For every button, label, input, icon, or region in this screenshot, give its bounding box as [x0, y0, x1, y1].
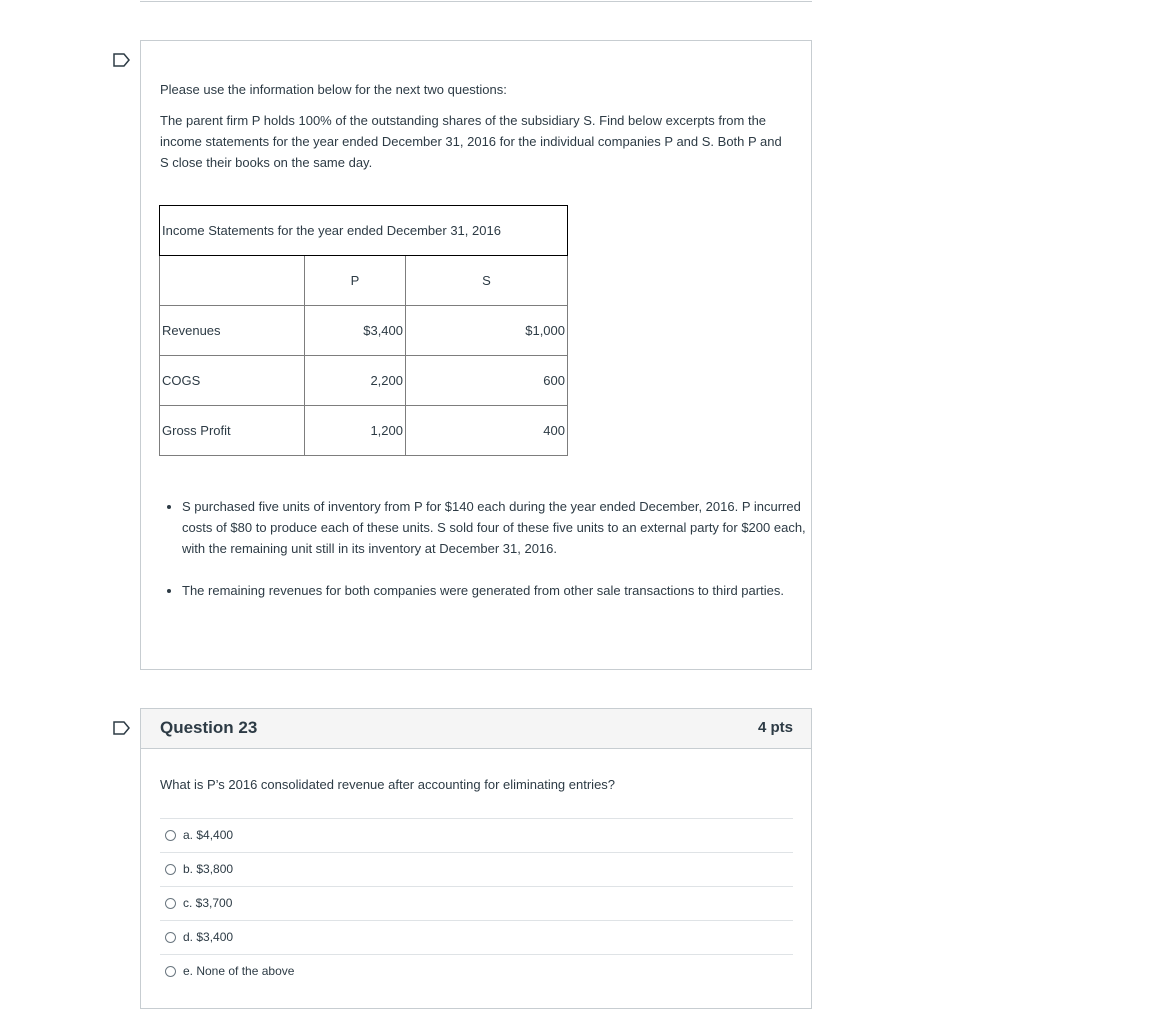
question-panel — [140, 708, 812, 1009]
row-value-p: 1,200 — [305, 406, 406, 456]
question-text: What is P’s 2016 consolidated revenue after accounting for eliminating entries? — [160, 777, 616, 792]
row-label: Revenues — [160, 306, 305, 356]
answer-option-b[interactable] — [160, 852, 793, 886]
bullet-item: • S purchased five units of inventory from P for $140 each during the year ended December, 2016. P incurred costs of $80 to produce each of these units. S sold four of these five units to an external party for $200 each, with the remaining unit still in its inventory at December 31, 2016. — [182, 496, 822, 559]
answer-option-e[interactable] — [160, 954, 793, 988]
answer-label[interactable]: c. $3,700 — [183, 896, 233, 910]
table-caption: Income Statements for the year ended December 31, 2016 — [160, 206, 568, 256]
row-value-s: $1,000 — [406, 306, 568, 356]
radio-icon[interactable] — [165, 966, 176, 977]
answer-option-c[interactable] — [160, 886, 793, 920]
radio-icon[interactable] — [165, 898, 176, 909]
question-title: Question 23 — [160, 718, 258, 737]
text-only-question-panel — [140, 40, 812, 670]
answer-label[interactable]: d. $3,400 — [183, 930, 234, 944]
answer-label[interactable]: e. None of the above — [183, 964, 295, 978]
table-row — [160, 306, 568, 356]
flag-question-icon[interactable] — [113, 53, 131, 67]
bullet-list — [160, 496, 822, 622]
flag-question-icon[interactable] — [113, 721, 131, 735]
row-value-p: $3,400 — [305, 306, 406, 356]
table-header-s: S — [406, 256, 568, 306]
table-row — [160, 356, 568, 406]
row-value-s: 400 — [406, 406, 568, 456]
row-label: Gross Profit — [160, 406, 305, 456]
radio-icon[interactable] — [165, 830, 176, 841]
row-label: COGS — [160, 356, 305, 406]
instructions-paragraph: The parent firm P holds 100% of the outstanding shares of the subsidiary S. Find below excerpts from the income statements for the year ended December 31, 2016 for the individual companies P and S. Both P and S close their books on the same day. — [160, 113, 782, 170]
table-header-p: P — [305, 256, 406, 306]
table-row — [160, 406, 568, 456]
table-header-row — [160, 256, 568, 306]
instructions-intro: Please use the information below for the next two questions: — [160, 82, 507, 97]
row-value-s: 600 — [406, 356, 568, 406]
previous-panel-bottom-border — [140, 0, 812, 2]
question-points: 4 pts — [757, 719, 793, 736]
answer-option-d[interactable] — [160, 920, 793, 954]
radio-icon[interactable] — [165, 864, 176, 875]
bullet-item: • The remaining revenues for both companies were generated from other sale transactions to third parties. — [182, 580, 822, 601]
table-header-blank — [160, 256, 305, 306]
radio-icon[interactable] — [165, 932, 176, 943]
answer-list — [160, 818, 793, 988]
answer-label[interactable]: a. $4,400 — [183, 828, 234, 842]
row-value-p: 2,200 — [305, 356, 406, 406]
question-header — [141, 709, 811, 749]
answer-label[interactable]: b. $3,800 — [183, 862, 234, 876]
answer-option-a[interactable] — [160, 818, 793, 852]
income-statement-table — [159, 205, 568, 456]
table-caption-row — [160, 206, 568, 256]
